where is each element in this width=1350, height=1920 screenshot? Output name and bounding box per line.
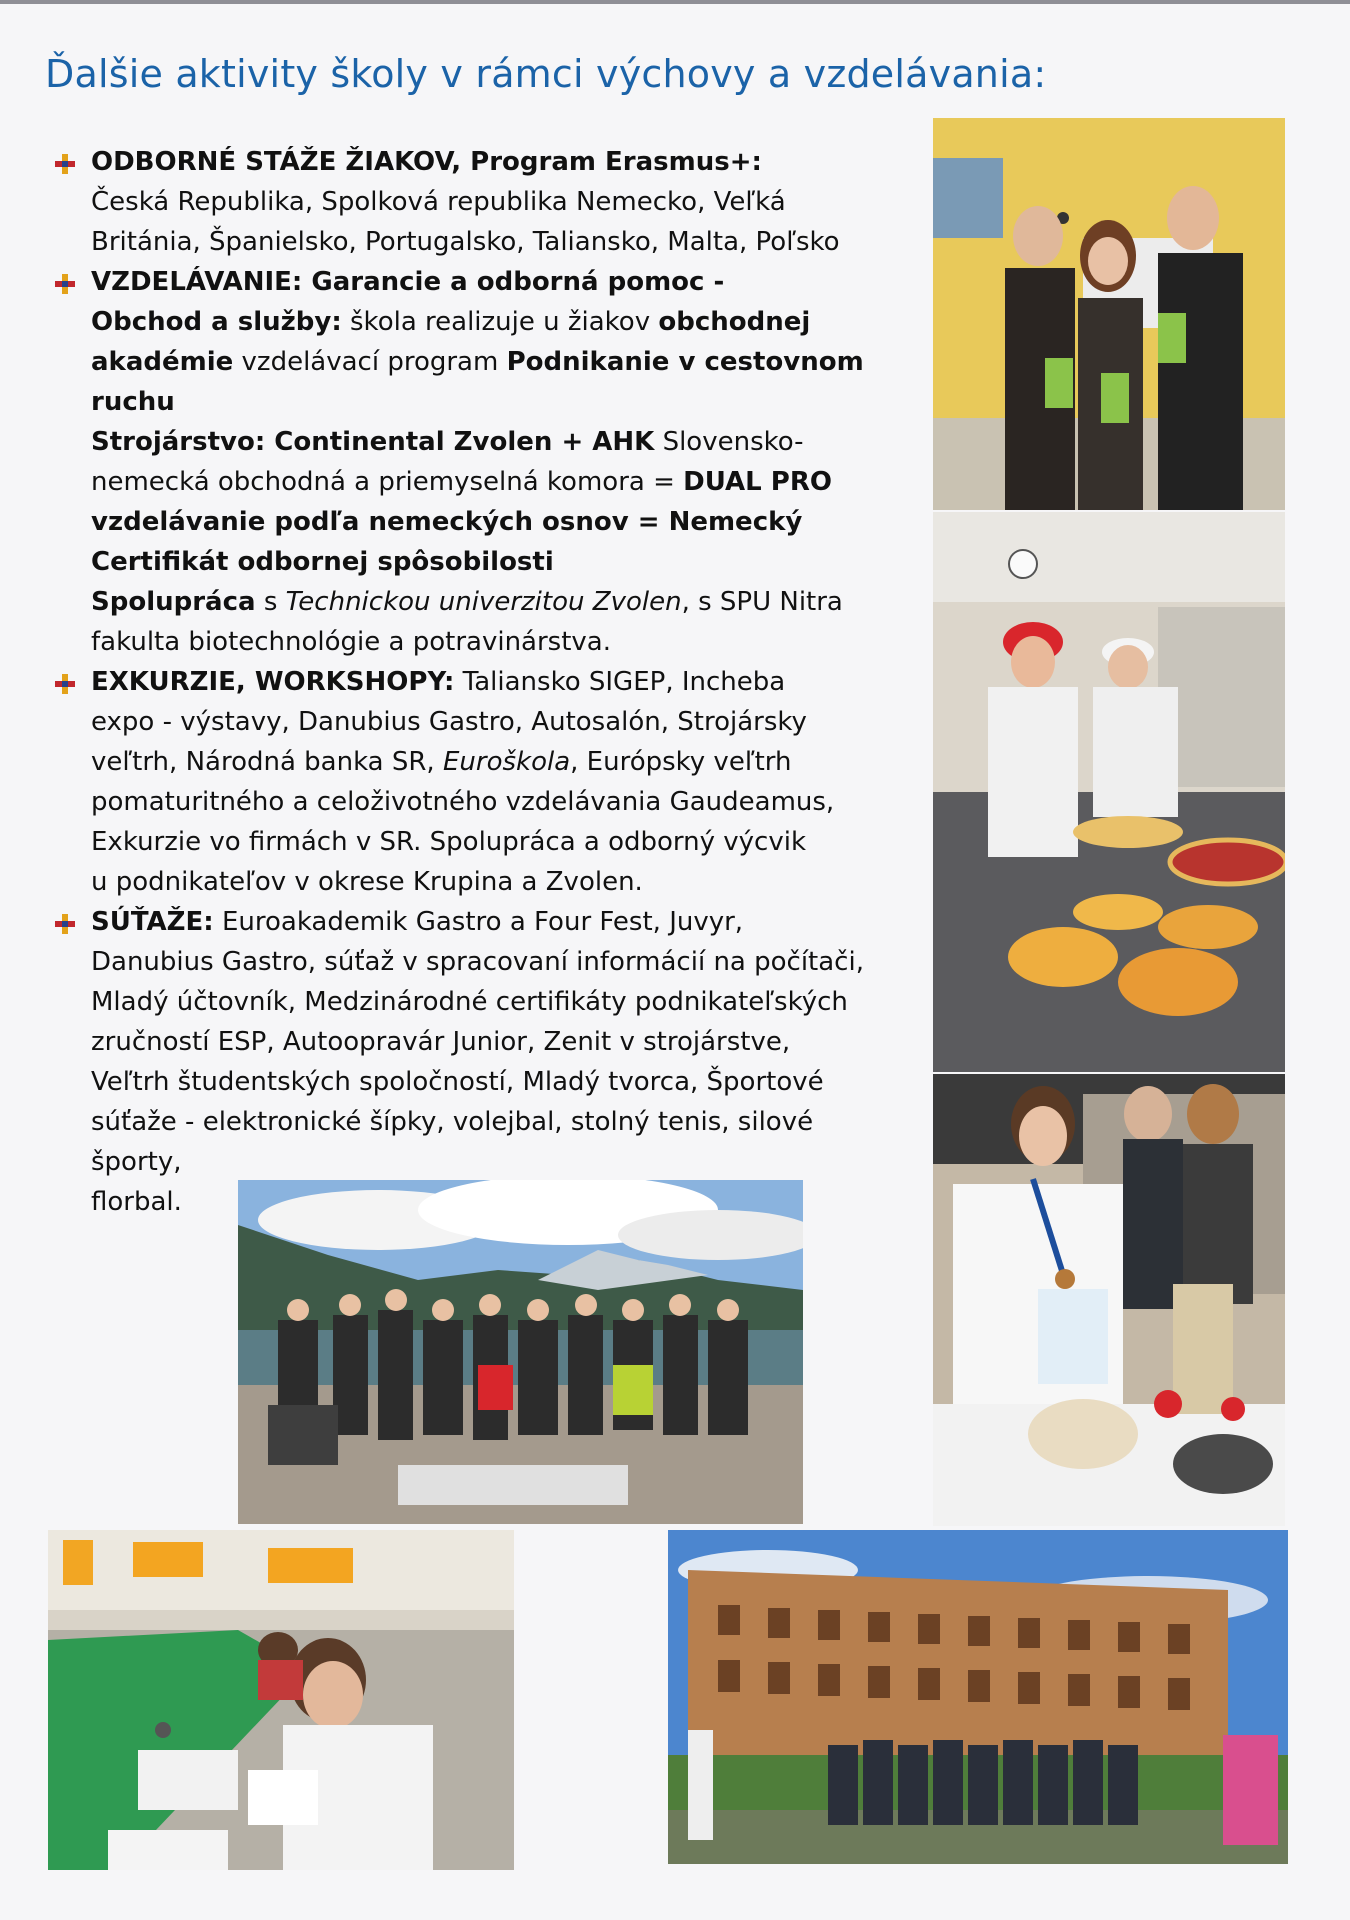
exkurzie-line-2: expo - výstavy, Danubius Gastro, Autosalón, Strojársky [91, 707, 807, 737]
obchod-bold-4: ruchu [91, 387, 175, 417]
exkurzie-line-5: Exkurzie vo firmách v SR. Spolupráca a odborný výcvik [91, 827, 807, 857]
stroj-text-2: nemecká obchodná a priemyselná komora = [91, 467, 684, 497]
staze-line-2: Británia, Španielsko, Portugalsko, Taliansko, Malta, Poľsko [91, 227, 840, 257]
spol-label: Spolupráca [91, 587, 256, 617]
staze-heading: ODBORNÉ STÁŽE ŽIAKOV, Program Erasmus+: [91, 147, 762, 177]
staze-line-1: Česká Republika, Spolková republika Nemecko, Veľká [91, 187, 786, 217]
spol-italic: Technickou univerzitou Zvolen [285, 587, 682, 617]
activities-text [55, 142, 925, 1222]
cross-bullet-icon [55, 154, 75, 174]
vzdelavanie-heading: VZDELÁVANIE: Garancie a odborná pomoc - [91, 267, 725, 297]
exkurzie-text-3i: Euroškola [442, 747, 571, 777]
photo-colosseum-group [668, 1530, 1288, 1864]
obchod-line-2 [91, 342, 925, 382]
section-sutaze [55, 902, 925, 1222]
stroj-line-2 [91, 462, 925, 502]
photo-classroom-books [933, 118, 1285, 510]
section-staze [55, 142, 925, 262]
spol-line-2: fakulta biotechnológie a potravinárstva. [91, 627, 611, 657]
sutaze-text-1: Euroakademik Gastro a Four Fest, Juvyr, [213, 907, 744, 937]
section-vzdelavanie [55, 262, 925, 662]
sutaze-line-1 [91, 902, 925, 942]
exkurzie-text-3b: , Európsky veľtrh [570, 747, 792, 777]
exkurzie-heading: EXKURZIE, WORKSHOPY: [91, 667, 455, 697]
photo-baking-pies [933, 512, 1285, 1072]
photo-chef-medal [933, 1074, 1285, 1526]
page-top-border [0, 0, 1350, 4]
obchod-line-1 [91, 302, 925, 342]
cross-bullet-icon [55, 274, 75, 294]
exkurzie-line-6: u podnikateľov v okrese Krupina a Zvolen. [91, 867, 643, 897]
obchod-text-1: škola realizuje u žiakov [341, 307, 659, 337]
cross-bullet-icon [55, 674, 75, 694]
obchod-label: Obchod a služby: [91, 307, 342, 337]
stroj-bold-1: DUAL PRO [683, 467, 832, 497]
spol-text-1: s [255, 587, 286, 617]
section-exkurzie [55, 662, 925, 902]
exkurzie-line-3 [91, 742, 925, 782]
sutaze-line-7: športy, [91, 1147, 182, 1177]
stroj-bold-3: Certifikát odbornej spôsobilosti [91, 547, 554, 577]
spol-text-2: , s SPU Nitra [681, 587, 843, 617]
sutaze-line-4: zručností ESP, Autoopravár Junior, Zenit v strojárstve, [91, 1027, 791, 1057]
stroj-label: Strojárstvo: Continental Zvolen + AHK [91, 427, 655, 457]
sutaze-heading: SÚŤAŽE: [91, 907, 214, 937]
obchod-text-2: vzdelávací program [233, 347, 507, 377]
sutaze-line-8: florbal. [91, 1187, 182, 1217]
sutaze-line-6: súťaže - elektronické šípky, volejbal, stolný tenis, silové [91, 1107, 814, 1137]
photo-competition-room [48, 1530, 514, 1870]
cross-bullet-icon [55, 914, 75, 934]
sutaze-line-5: Veľtrh študentských spoločností, Mladý tvorca, Športové [91, 1067, 824, 1097]
sutaze-line-3: Mladý účtovník, Medzinárodné certifikáty podnikateľských [91, 987, 848, 1017]
page-title: Ďalšie aktivity školy v rámci výchovy a vzdelávania: [45, 52, 1047, 96]
sutaze-line-2: Danubius Gastro, súťaž v spracovaní informácií na počítači, [91, 947, 864, 977]
stroj-bold-2: vzdelávanie podľa nemeckých osnov = Nemecký [91, 507, 803, 537]
exkurzie-text-1: Taliansko SIGEP, Incheba [454, 667, 786, 697]
stroj-text-1: Slovensko- [654, 427, 804, 457]
photo-group-mountains [238, 1180, 803, 1524]
stroj-line-1 [91, 422, 925, 462]
obchod-bold-2: akadémie [91, 347, 234, 377]
exkurzie-line-4: pomaturitného a celoživotného vzdelávania Gaudeamus, [91, 787, 835, 817]
obchod-bold-1: obchodnej [658, 307, 811, 337]
spol-line-1 [91, 582, 925, 622]
exkurzie-text-3a: veľtrh, Národná banka SR, [91, 747, 443, 777]
obchod-bold-3: Podnikanie v cestovnom [506, 347, 864, 377]
exkurzie-line-1 [91, 662, 925, 702]
